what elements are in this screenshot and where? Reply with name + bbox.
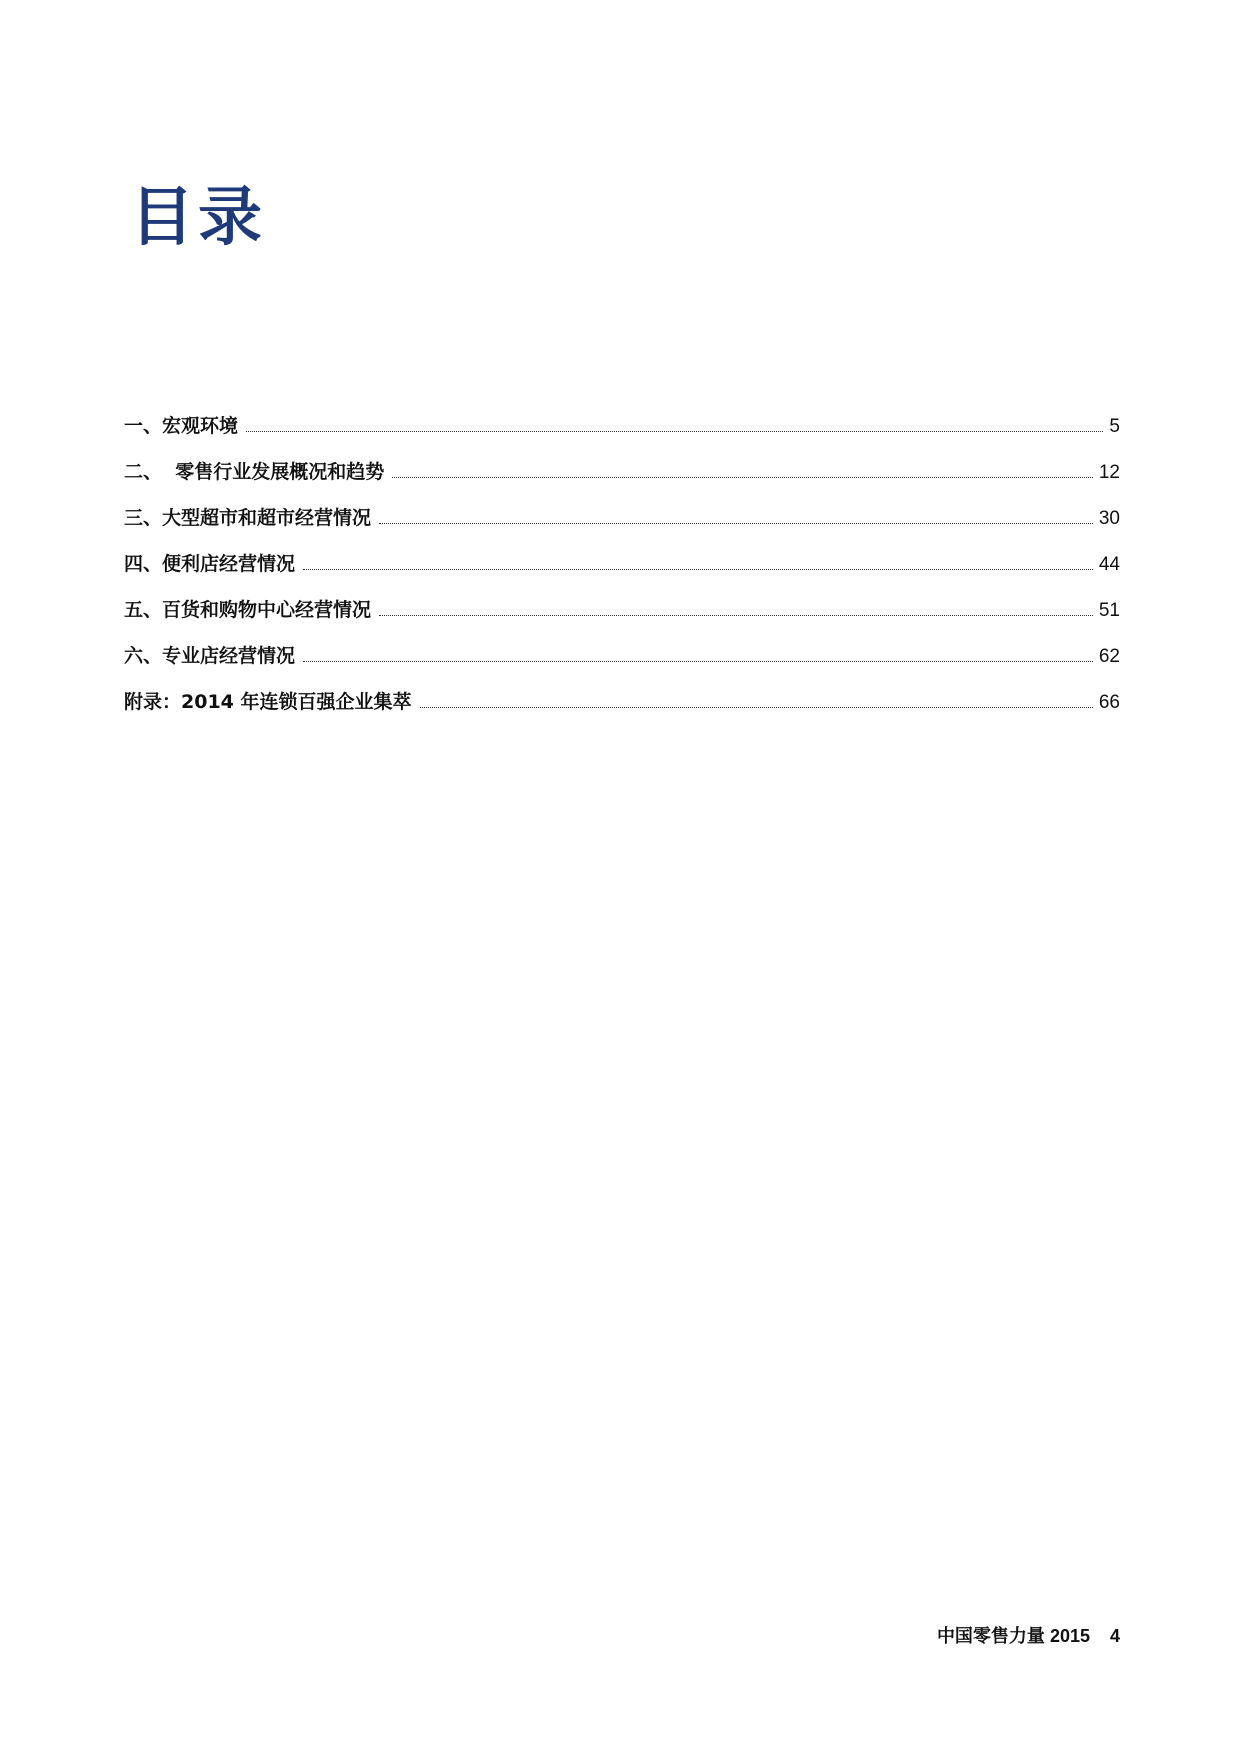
- toc-entry-label: 三、大型超市和超市经营情况: [124, 507, 372, 529]
- toc-entry-5[interactable]: [124, 598, 1120, 644]
- toc-leader-dots: [379, 615, 1093, 616]
- toc-entry-label: 一、宏观环境: [124, 415, 239, 437]
- toc-leader-dots: [392, 477, 1093, 478]
- toc-leader-dots: [303, 569, 1093, 570]
- toc-leader-dots: [420, 707, 1093, 708]
- toc-entry-1[interactable]: [124, 414, 1120, 460]
- publication-title: 中国零售力量 2015: [936, 1626, 1090, 1646]
- page-title: 目录: [130, 181, 266, 255]
- toc-entry-label: 二、 零售行业发展概况和趋势: [124, 461, 385, 483]
- toc-entry-page: 30: [1098, 508, 1120, 529]
- toc-entry-label: 六、专业店经营情况: [124, 645, 296, 667]
- toc-entry-2[interactable]: [124, 460, 1120, 506]
- toc-entry-page: 62: [1098, 646, 1120, 667]
- toc-entry-page: 51: [1098, 600, 1120, 621]
- toc-entry-page: 44: [1098, 554, 1120, 575]
- toc-entry-label: 五、百货和购物中心经营情况: [124, 599, 372, 621]
- toc-entry-label: 附录：2014 年连锁百强企业集萃: [124, 691, 412, 713]
- page-number: 4: [1109, 1626, 1120, 1646]
- toc-entry-appendix[interactable]: [124, 690, 1120, 736]
- toc-entry-page: 66: [1098, 692, 1120, 713]
- toc-entry-6[interactable]: [124, 644, 1120, 690]
- page-footer: [937, 1622, 1120, 1648]
- toc-entry-page: 5: [1109, 416, 1120, 437]
- toc-entry-3[interactable]: [124, 506, 1120, 552]
- toc-entry-4[interactable]: [124, 552, 1120, 598]
- toc-leader-dots: [246, 431, 1103, 432]
- table-of-contents: [124, 414, 1120, 736]
- toc-leader-dots: [303, 661, 1093, 662]
- toc-entry-page: 12: [1098, 462, 1120, 483]
- toc-leader-dots: [379, 523, 1093, 524]
- toc-entry-label: 四、便利店经营情况: [124, 553, 296, 575]
